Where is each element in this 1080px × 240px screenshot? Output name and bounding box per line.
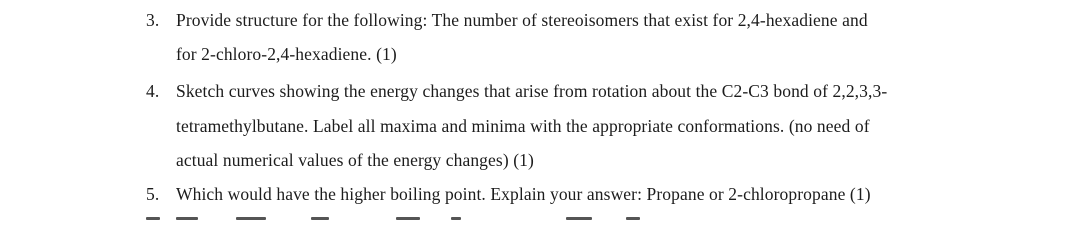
question-text-line: Which would have the higher boiling point. Explain your answer: Propane or 2-chloropropane (1)	[176, 184, 871, 204]
question-number: 5.	[146, 184, 160, 204]
question-number: 3.	[146, 10, 160, 30]
question-text-line: Provide structure for the following: The number of stereoisomers that exist for 2,4-hexadiene and	[176, 10, 868, 30]
question-text-line: actual numerical values of the energy changes) (1)	[176, 150, 534, 170]
question-text-line: for 2-chloro-2,4-hexadiene. (1)	[176, 44, 397, 64]
question-text-line: tetramethylbutane. Label all maxima and minima with the appropriate conformations. (no need of	[176, 116, 870, 136]
question-text-line: Sketch curves showing the energy changes that arise from rotation about the C2-C3 bond of 2,2,3,3-	[176, 81, 888, 101]
question-number: 4.	[146, 81, 160, 101]
cropped-next-line	[146, 214, 666, 224]
